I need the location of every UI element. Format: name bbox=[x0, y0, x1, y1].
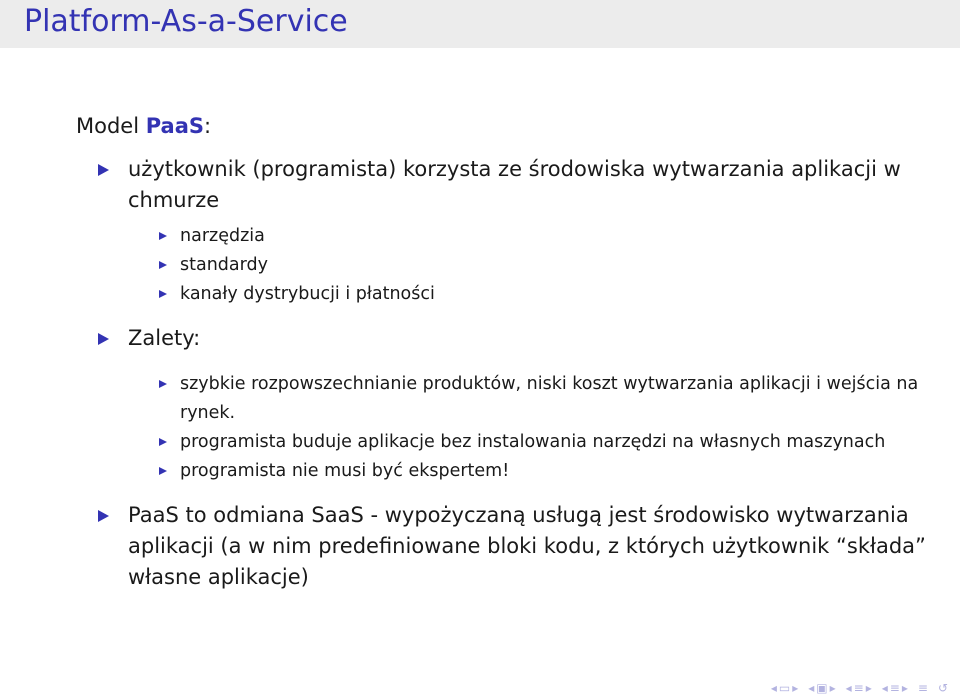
bullet-item bbox=[76, 323, 936, 354]
sub-bullet-item bbox=[76, 428, 936, 457]
sub-bullet-text: programista buduje aplikacje bez instalowania narzędzi na własnych maszynach bbox=[180, 432, 886, 452]
nav-subsection-group bbox=[882, 682, 908, 694]
nav-section-group bbox=[846, 682, 872, 694]
nav-search-icon[interactable]: ↺ bbox=[937, 681, 948, 695]
nav-next-subsection-icon[interactable]: ▸ bbox=[901, 681, 908, 695]
bullet-text: użytkownik (programista) korzysta ze środowiska wytwarzania aplikacji w chmurze bbox=[128, 157, 901, 212]
nav-slide-icon: ▭ bbox=[778, 681, 791, 695]
nav-frame-icon: ▣ bbox=[816, 681, 828, 695]
triangle-bullet-icon bbox=[98, 333, 109, 345]
nav-outline-group bbox=[918, 682, 928, 694]
sub-bullet-text: szybkie rozpowszechnianie produktów, niski koszt wytwarzania aplikacji i wejścia na rynek. bbox=[180, 374, 919, 423]
triangle-bullet-icon bbox=[159, 467, 167, 475]
triangle-bullet-icon bbox=[159, 438, 167, 446]
nav-prev-frame-icon[interactable]: ◂ bbox=[808, 681, 815, 695]
bullet-item bbox=[76, 154, 936, 216]
sub-bullet-item bbox=[76, 280, 936, 309]
nav-prev-section-icon[interactable]: ◂ bbox=[845, 681, 852, 695]
title-bar bbox=[0, 0, 960, 48]
nav-next-frame-icon[interactable]: ▸ bbox=[829, 681, 836, 695]
nav-slide-group bbox=[771, 682, 798, 694]
sub-bullet-text: narzędzia bbox=[180, 226, 265, 246]
sub-bullet-item bbox=[76, 251, 936, 280]
sub-bullet-item bbox=[76, 222, 936, 251]
nav-section-icon: ≡ bbox=[853, 681, 864, 695]
bullet-text: Zalety: bbox=[128, 326, 201, 350]
triangle-bullet-icon bbox=[159, 261, 167, 269]
nav-search-group bbox=[938, 682, 948, 694]
triangle-bullet-icon bbox=[159, 232, 167, 240]
beamer-navigation bbox=[771, 682, 948, 694]
triangle-bullet-icon bbox=[98, 510, 109, 522]
sub-bullet-text: kanały dystrybucji i płatności bbox=[180, 284, 435, 304]
nav-prev-slide-icon[interactable]: ◂ bbox=[770, 681, 777, 695]
intro-suffix: : bbox=[204, 114, 212, 138]
sub-bullet-item bbox=[76, 370, 936, 428]
sub-list bbox=[76, 222, 936, 309]
nav-next-section-icon[interactable]: ▸ bbox=[865, 681, 872, 695]
sub-bullet-text: programista nie musi być ekspertem! bbox=[180, 461, 510, 481]
slide-title: Platform-As-a-Service bbox=[24, 4, 348, 39]
sub-bullet-item bbox=[76, 457, 936, 486]
nav-subsection-icon: ≡ bbox=[889, 681, 900, 695]
nav-next-slide-icon[interactable]: ▸ bbox=[792, 681, 799, 695]
bullet-text: PaaS to odmiana SaaS - wypożyczaną usługą jest środowisko wytwarzania aplikacji (a w nim predefiniowane bloki kodu, z których użytkownik “składa” własne aplikacje) bbox=[128, 503, 926, 589]
slide-content bbox=[76, 112, 936, 593]
sub-list bbox=[76, 370, 936, 486]
bullet-item bbox=[76, 500, 936, 593]
intro-line bbox=[76, 112, 936, 140]
triangle-bullet-icon bbox=[98, 164, 109, 176]
nav-prev-subsection-icon[interactable]: ◂ bbox=[881, 681, 888, 695]
sub-bullet-text: standardy bbox=[180, 255, 268, 275]
triangle-bullet-icon bbox=[159, 380, 167, 388]
nav-outline-icon[interactable]: ≡ bbox=[917, 681, 928, 695]
intro-prefix: Model bbox=[76, 114, 146, 138]
intro-bold: PaaS bbox=[145, 114, 205, 138]
nav-frame-group bbox=[808, 682, 835, 694]
triangle-bullet-icon bbox=[159, 290, 167, 298]
